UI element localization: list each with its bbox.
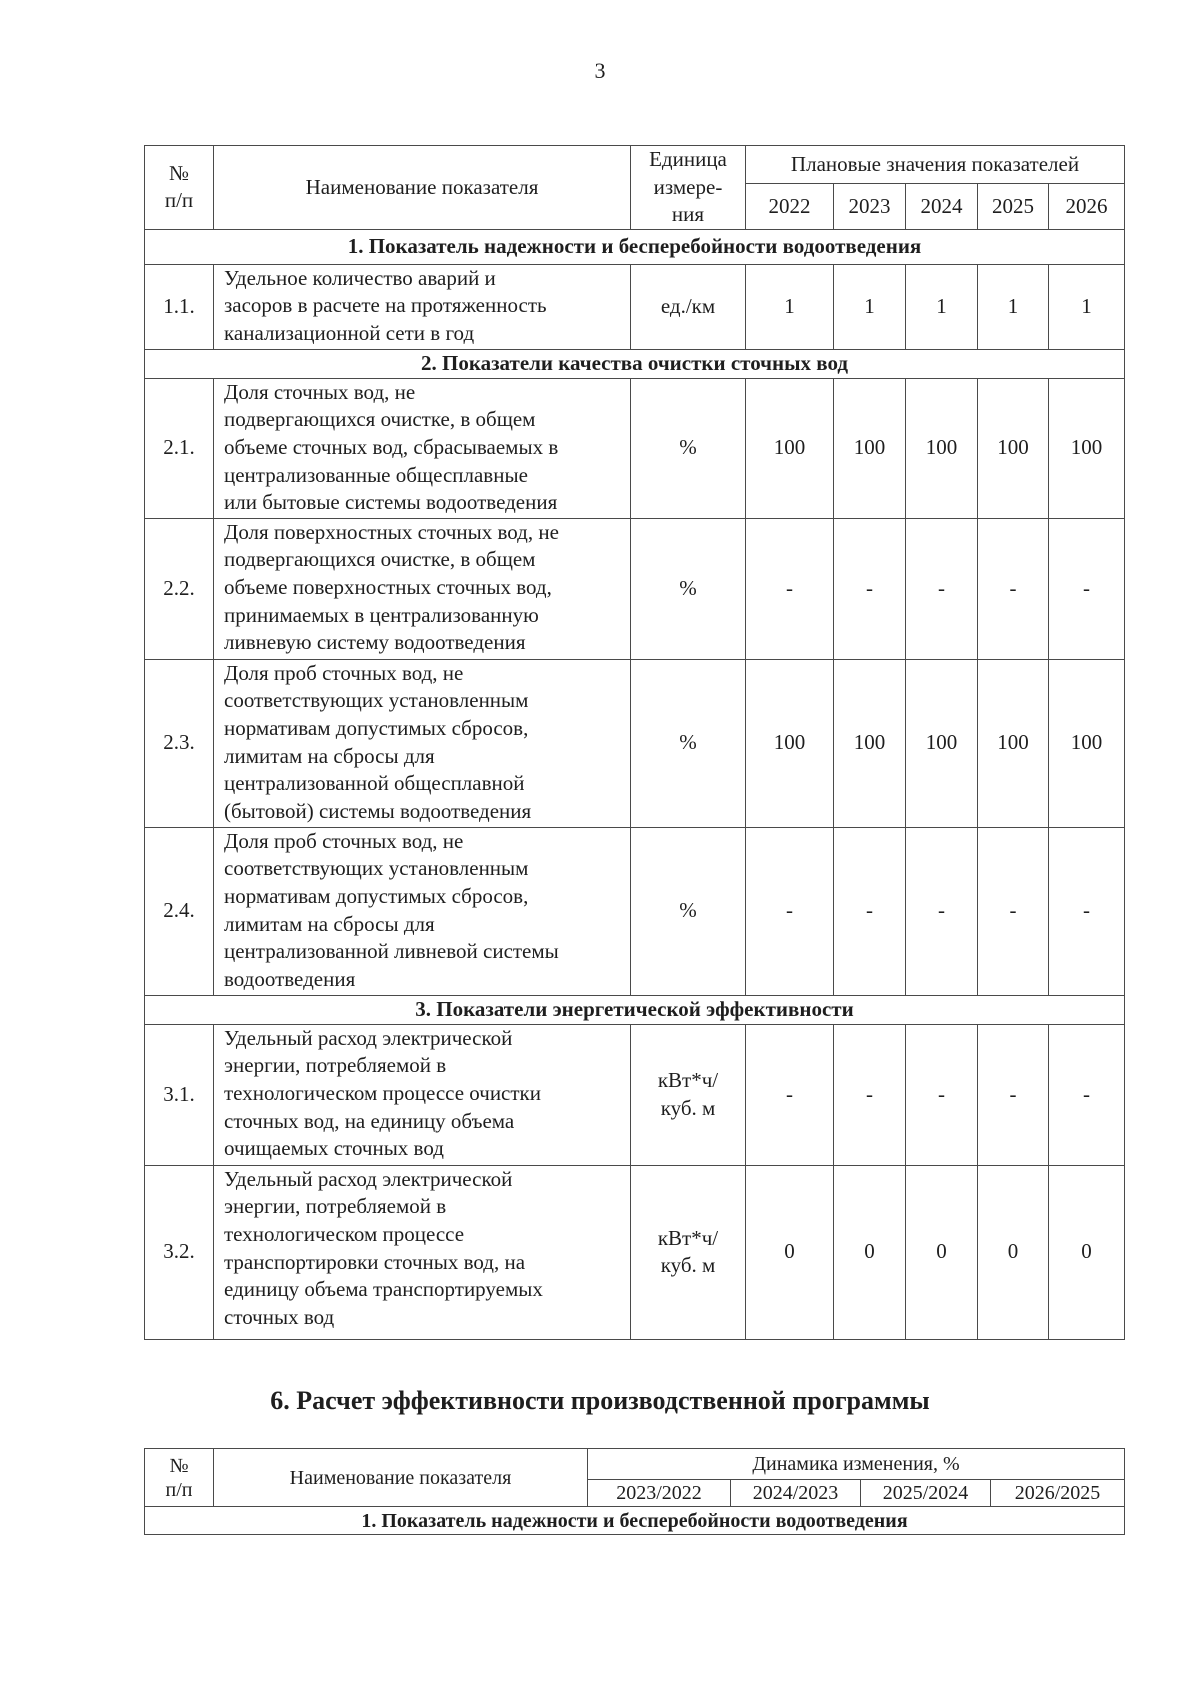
table-row — [145, 659, 1125, 827]
plan-value: - — [746, 827, 834, 995]
table-row — [145, 264, 1125, 349]
row-number: 2.3. — [145, 659, 214, 827]
header-num: № п/п — [145, 146, 214, 230]
plan-value: 0 — [1049, 1165, 1125, 1339]
section-row — [145, 1507, 1125, 1535]
section-row — [145, 995, 1125, 1024]
header-year: 2025 — [978, 184, 1049, 229]
indicator-name: Удельное количество аварий и засоров в расчете на протяженность канализационной сети в год — [214, 264, 631, 349]
plan-value: 100 — [906, 378, 978, 518]
header-year: 2023 — [834, 184, 906, 229]
plan-value: 100 — [746, 659, 834, 827]
row-number: 2.4. — [145, 827, 214, 995]
section-title: 2. Показатели качества очистки сточных вод — [145, 349, 1125, 378]
table-row — [145, 518, 1125, 659]
plan-value: 100 — [834, 378, 906, 518]
row-number: 3.1. — [145, 1024, 214, 1165]
plan-value: 0 — [978, 1165, 1049, 1339]
plan-value: - — [834, 1024, 906, 1165]
plan-value: - — [746, 1024, 834, 1165]
plan-value: 100 — [834, 659, 906, 827]
header-period: 2026/2025 — [991, 1480, 1125, 1507]
unit-of-measure: % — [631, 518, 746, 659]
plan-value: 100 — [746, 378, 834, 518]
header-name: Наименование показателя — [214, 1449, 588, 1507]
row-number: 3.2. — [145, 1165, 214, 1339]
plan-value: - — [834, 518, 906, 659]
plan-value: 1 — [906, 264, 978, 349]
table-row — [145, 378, 1125, 518]
indicator-name: Доля поверхностных сточных вод, не подвергающихся очистке, в общем объеме поверхностных сточных вод, принимаемых в централизованную ливневую систему водоотведения — [214, 518, 631, 659]
unit-of-measure: % — [631, 827, 746, 995]
header-year: 2026 — [1049, 184, 1125, 229]
row-number: 2.1. — [145, 378, 214, 518]
plan-value: 0 — [834, 1165, 906, 1339]
plan-value: - — [1049, 518, 1125, 659]
header-period: 2023/2022 — [588, 1480, 731, 1507]
table-row — [145, 1024, 1125, 1165]
header-unit: Единица измере- ния — [631, 146, 746, 230]
plan-value: 1 — [834, 264, 906, 349]
page-number: 3 — [594, 58, 606, 83]
plan-value: 100 — [1049, 378, 1125, 518]
plan-value: - — [746, 518, 834, 659]
indicator-name: Доля проб сточных вод, не соответствующих установленным нормативам допустимых сбросов, лимитам на сбросы для централизованной общесплавной (бытовой) системы водоотведения — [214, 659, 631, 827]
plan-value: - — [978, 518, 1049, 659]
plan-value: 0 — [746, 1165, 834, 1339]
unit-of-measure: кВт*ч/ куб. м — [631, 1024, 746, 1165]
header-plan-values: Плановые значения показателей — [746, 146, 1125, 184]
header-num: № п/п — [145, 1449, 214, 1507]
program-efficiency-table — [144, 1448, 1125, 1535]
section-title: 1. Показатель надежности и бесперебойности водоотведения — [145, 1507, 1125, 1535]
row-number: 1.1. — [145, 264, 214, 349]
indicator-name: Удельный расход электрической энергии, потребляемой в технологическом процессе очистки сточных вод, на единицу объема очищаемых сточных вод — [214, 1024, 631, 1165]
indicator-name: Доля сточных вод, не подвергающихся очистке, в общем объеме сточных вод, сбрасываемых в централизованные общесплавные или бытовые системы водоотведения — [214, 378, 631, 518]
header-year: 2024 — [906, 184, 978, 229]
plan-value: 100 — [906, 659, 978, 827]
header-name: Наименование показателя — [214, 146, 631, 230]
plan-value: - — [906, 1024, 978, 1165]
section-title: 1. Показатель надежности и бесперебойности водоотведения — [145, 229, 1125, 264]
plan-value: 100 — [978, 378, 1049, 518]
row-number: 2.2. — [145, 518, 214, 659]
section-title: 3. Показатели энергетической эффективности — [145, 995, 1125, 1024]
table-row — [145, 827, 1125, 995]
indicator-name: Доля проб сточных вод, не соответствующих установленным нормативам допустимых сбросов, лимитам на сбросы для централизованной ливневой системы водоотведения — [214, 827, 631, 995]
unit-of-measure: % — [631, 659, 746, 827]
plan-value: 1 — [746, 264, 834, 349]
unit-of-measure: кВт*ч/ куб. м — [631, 1165, 746, 1339]
target-indicators-table — [144, 145, 1125, 1340]
plan-value: - — [1049, 1024, 1125, 1165]
table-row — [145, 1165, 1125, 1339]
plan-value: 100 — [1049, 659, 1125, 827]
plan-value: 1 — [978, 264, 1049, 349]
plan-value: - — [906, 827, 978, 995]
section-row — [145, 349, 1125, 378]
header-period: 2025/2024 — [861, 1480, 991, 1507]
plan-value: 100 — [978, 659, 1049, 827]
plan-value: - — [906, 518, 978, 659]
header-period: 2024/2023 — [731, 1480, 861, 1507]
plan-value: 1 — [1049, 264, 1125, 349]
unit-of-measure: % — [631, 378, 746, 518]
section-row — [145, 229, 1125, 264]
section-6-title: 6. Расчет эффективности производственной программы — [270, 1386, 930, 1415]
header-year: 2022 — [746, 184, 834, 229]
indicator-name: Удельный расход электрической энергии, потребляемой в технологическом процессе транспортировки сточных вод, на единицу объема транспортируемых сточных вод — [214, 1165, 631, 1339]
plan-value: - — [1049, 827, 1125, 995]
plan-value: - — [978, 827, 1049, 995]
header-dynamics: Динамика изменения, % — [588, 1449, 1125, 1480]
plan-value: - — [834, 827, 906, 995]
unit-of-measure: ед./км — [631, 264, 746, 349]
plan-value: - — [978, 1024, 1049, 1165]
plan-value: 0 — [906, 1165, 978, 1339]
